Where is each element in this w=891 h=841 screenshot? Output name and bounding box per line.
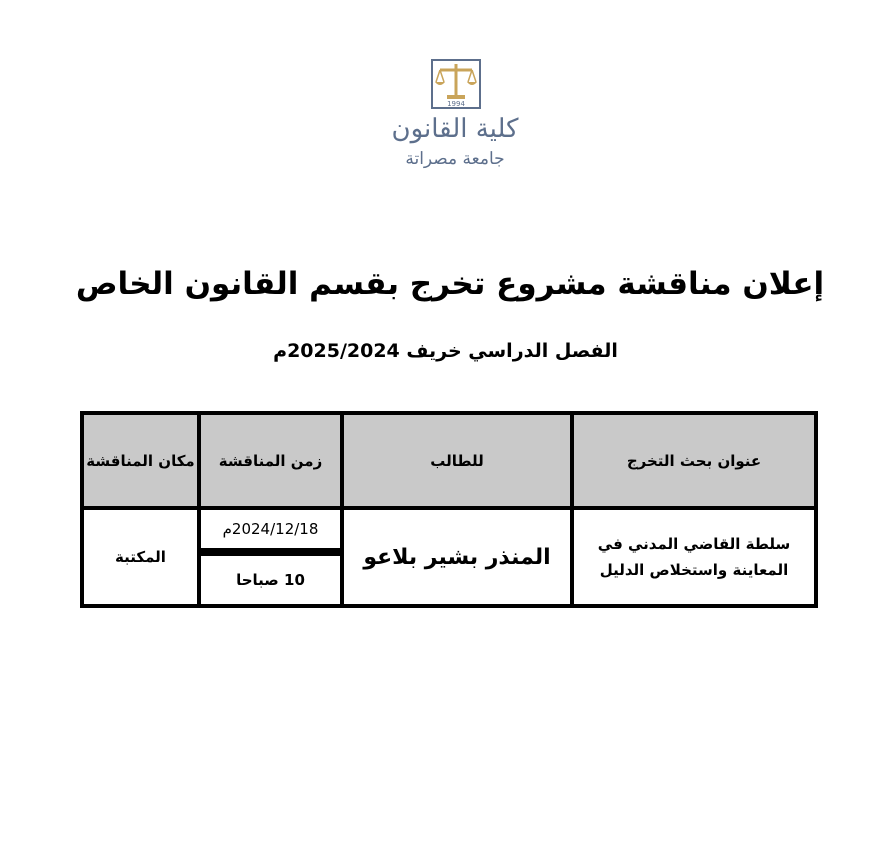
semester-line: الفصل الدراسي خريف 2025/2024م: [273, 340, 618, 362]
header-student: للطالب: [344, 415, 570, 506]
announcement-title: إعلان مناقشة مشروع تخرج بقسم القانون الخاص: [75, 266, 825, 302]
defense-date: 2024/12/18م: [201, 510, 340, 548]
logo-year: 1994: [447, 100, 465, 108]
scales-of-justice-icon: [430, 58, 482, 110]
defense-hour: 10 صباحا: [201, 556, 340, 604]
college-name: كلية القانون: [391, 114, 519, 144]
defense-place: المكتبة: [84, 510, 197, 604]
university-name: جامعة مصراتة: [405, 149, 505, 169]
thesis-title: سلطة القاضي المدني في المعاينة واستخلاص الدليل: [574, 510, 814, 604]
college-logo: [380, 58, 530, 178]
header-title: عنوان بحث التخرج: [574, 415, 814, 506]
header-time: زمن المناقشة: [201, 415, 340, 506]
student-name: المنذر بشير بلاعو: [344, 510, 570, 604]
defense-table: [80, 411, 818, 608]
header-place: مكان المناقشة: [84, 415, 197, 506]
